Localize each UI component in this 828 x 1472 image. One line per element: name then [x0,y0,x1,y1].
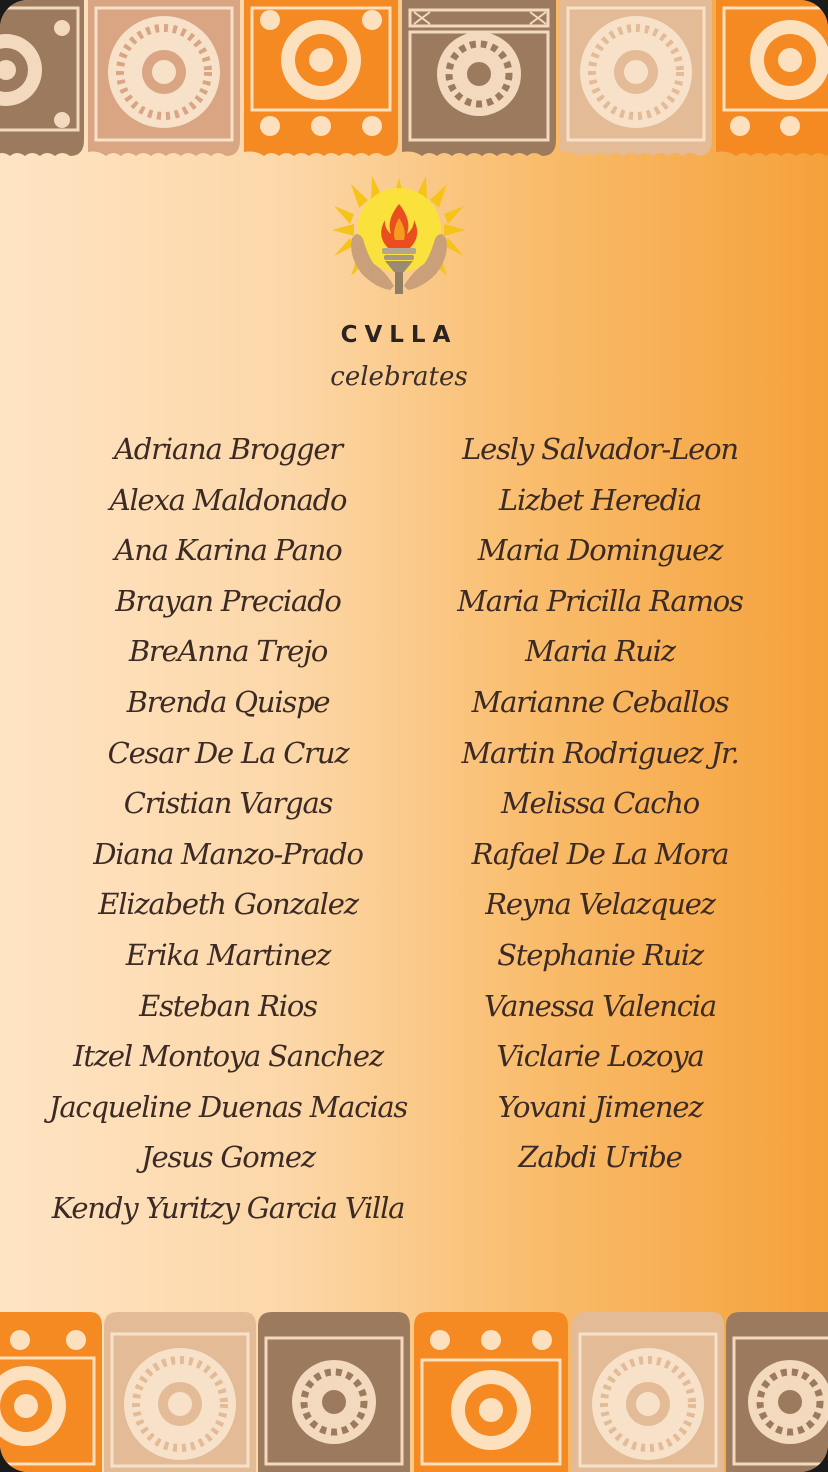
honoree-name: Marianne Ceballos [471,684,729,719]
papel-picado-banner-bottom [0,1310,828,1472]
honoree-name: Alexa Maldonado [109,482,347,517]
papel-picado-bottom-svg [0,1310,828,1472]
honoree-name: Melissa Cacho [501,786,699,821]
honoree-name: Cesar De La Cruz [107,735,349,770]
names-column-right [420,424,780,1183]
brand-name: CVLLA [340,322,458,348]
cvlla-logo [328,176,470,306]
honoree-name: Erika Martinez [125,937,331,972]
honoree-name: Brayan Preciado [115,583,341,618]
papel-picado-flag-icon [0,1312,102,1472]
papel-picado-flag-icon [104,1312,256,1472]
papel-picado-flag-icon [726,1312,828,1472]
honoree-name: Elizabeth Gonzalez [98,887,358,922]
papel-picado-banner-top [0,0,828,160]
papel-picado-flag-icon [560,0,712,156]
honoree-name: Kendy Yuritzy Garcia Villa [51,1190,405,1225]
papel-picado-flag-icon [258,1312,410,1472]
honoree-name: Zabdi Uribe [518,1140,682,1175]
honoree-name: Diana Manzo-Prado [93,836,363,871]
honoree-name: Viclarie Lozoya [496,1039,704,1074]
honoree-name: Stephanie Ruiz [497,937,703,972]
honoree-name: Reyna Velazquez [485,887,715,922]
honoree-name: Lizbet Heredia [498,482,702,517]
honoree-name: Brenda Quispe [126,684,330,719]
honoree-name: Martin Rodriguez Jr. [461,735,739,770]
honoree-name: Maria Ruiz [525,634,675,669]
honoree-name: Maria Dominguez [477,533,723,568]
honoree-name: Jacqueline Duenas Macias [48,1089,408,1124]
honoree-name: Yovani Jimenez [497,1089,703,1124]
honoree-name: Ana Karina Pano [114,533,342,568]
papel-picado-flag-icon [572,1312,724,1472]
names-column-left [28,424,428,1234]
honoree-name: Cristian Vargas [123,786,333,821]
sun-torch-hands-icon [328,176,470,306]
honoree-name: Rafael De La Mora [471,836,729,871]
papel-picado-flag-icon [0,0,84,156]
honoree-name: Esteban Rios [139,988,317,1023]
papel-picado-top-svg [0,0,828,160]
honoree-name: Jesus Gomez [141,1140,315,1175]
papel-picado-flag-icon [414,1312,568,1472]
honoree-name: Adriana Brogger [114,432,342,466]
papel-picado-flag-icon [88,0,240,156]
honoree-name: Lesly Salvador-Leon [462,432,738,466]
papel-picado-flag-icon [716,0,828,156]
honoree-name: Vanessa Valencia [484,988,716,1023]
honoree-name: BreAnna Trejo [128,634,328,669]
papel-picado-flag-icon [244,0,398,156]
papel-picado-flag-icon [402,0,556,156]
honoree-name: Maria Pricilla Ramos [457,583,743,618]
tagline: celebrates [330,362,468,392]
honoree-name: Itzel Montoya Sanchez [73,1039,383,1074]
